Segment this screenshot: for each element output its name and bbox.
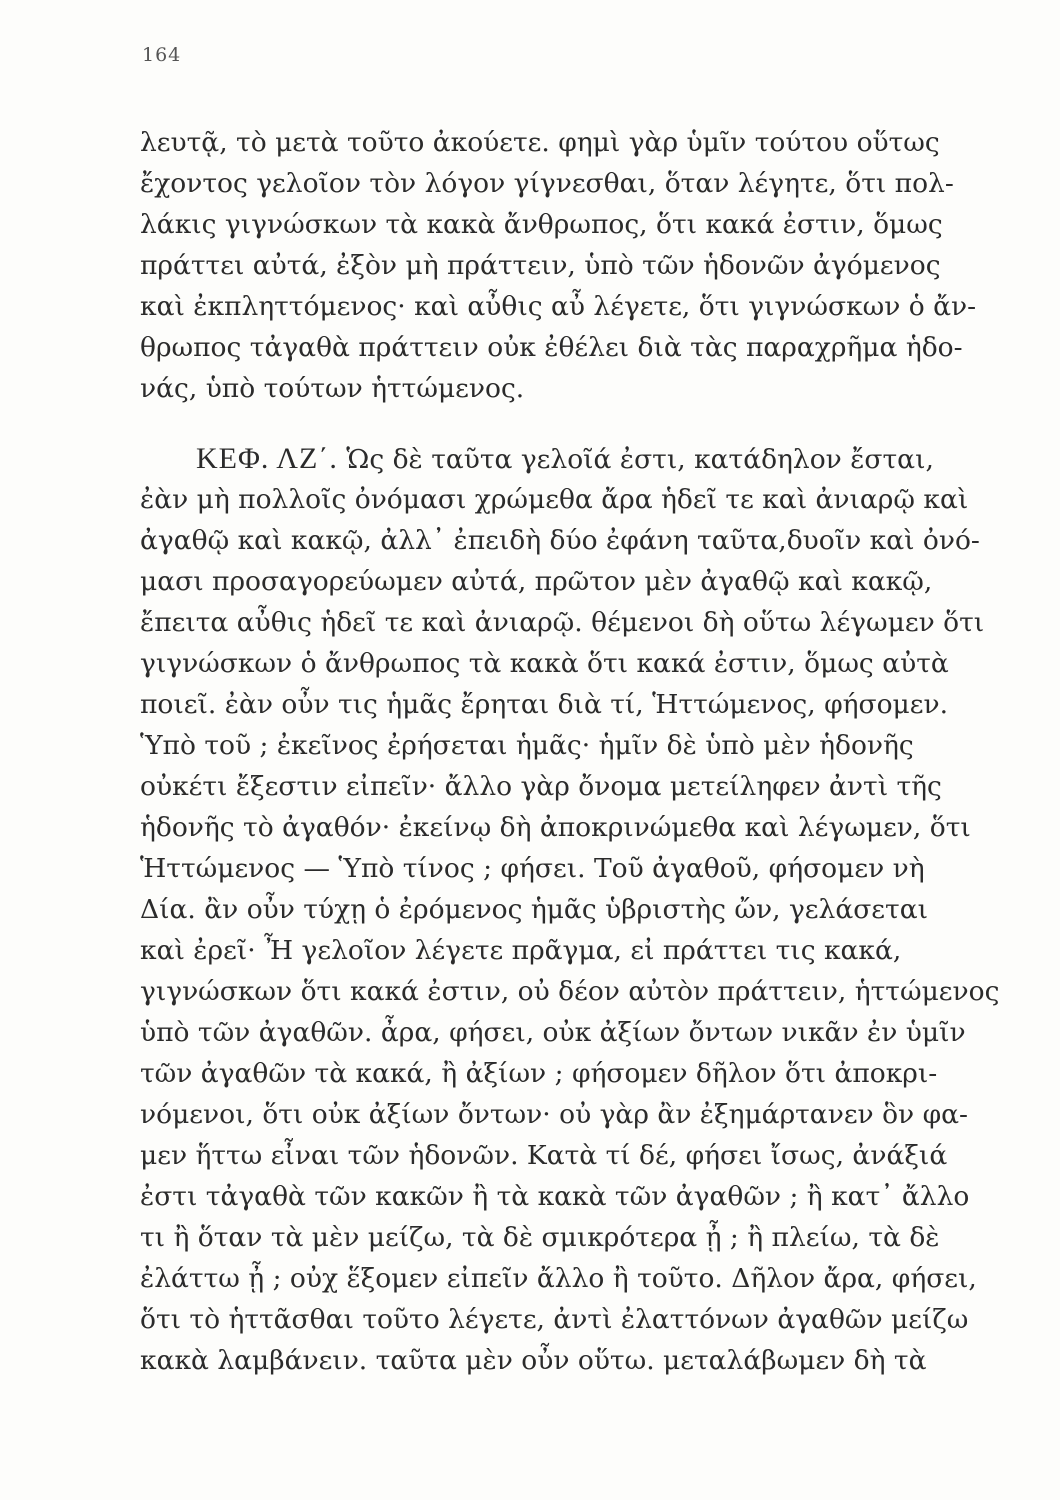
text-line: λάκις γιγνώσκων τὰ κακὰ ἄνθρωπος, ὅτι κακά ἐστιν, ὅμως <box>140 209 943 240</box>
text-line: καὶ ἐρεῖ· Ἦ γελοῖον λέγετε πρᾶγμα, εἰ πράττει τις κακά, <box>140 935 902 966</box>
page-number: 164 <box>142 44 182 66</box>
text-line: Ἡττώμενος — Ὑπὸ τίνος ; φήσει. Τοῦ ἀγαθοῦ, φήσομεν νὴ <box>140 853 925 884</box>
text-line: κακὰ λαμβάνειν. ταῦτα μὲν οὖν οὕτω. μεταλάβωμεν δὴ τὰ <box>140 1345 927 1376</box>
text-line: Ὑπὸ τοῦ ; ἐκεῖνος ἐρήσεται ἡμᾶς· ἡμῖν δὲ ὑπὸ μὲν ἡδονῆς <box>140 730 914 761</box>
paragraph-1 <box>140 122 1010 409</box>
text-line: νάς, ὑπὸ τούτων ἡττώμενος. <box>140 373 525 404</box>
text-line: ἀγαθῷ καὶ κακῷ, ἀλλ᾽ ἐπειδὴ δύο ἐφάνη ταῦτα,δυοῖν καὶ ὀνό- <box>140 525 980 556</box>
text-line: ποιεῖ. ἐὰν οὖν τις ἡμᾶς ἔρηται διὰ τί, Ἡττώμενος, φήσομεν. <box>140 689 949 720</box>
text-line: ὅτι τὸ ἡττᾶσθαι τοῦτο λέγετε, ἀντὶ ἐλαττόνων ἀγαθῶν μείζω <box>140 1304 969 1335</box>
text-line: γιγνώσκων ὅτι κακά ἐστιν, οὐ δέον αὐτὸν πράττειν, ἡττώμενος <box>140 976 1000 1007</box>
text-line: λευτᾷ, τὸ μετὰ τοῦτο ἀκούετε. φημὶ γὰρ ὑμῖν τούτου οὕτως <box>140 127 940 158</box>
text-line: γιγνώσκων ὁ ἄνθρωπος τὰ κακὰ ὅτι κακά ἐστιν, ὅμως αὐτὰ <box>140 648 949 679</box>
chapter-heading: ΚΕΦ. ΛΖ΄. <box>196 442 338 475</box>
text-line: ἔπειτα αὖθις ἡδεῖ τε καὶ ἀνιαρῷ. θέμενοι δὴ οὕτω λέγωμεν ὅτι <box>140 607 985 638</box>
text-line: καὶ ἐκπληττόμενος· καὶ αὖθις αὖ λέγετε, ὅτι γιγνώσκων ὁ ἄν- <box>140 291 977 322</box>
text-line: Δία. ἂν οὖν τύχῃ ὁ ἐρόμενος ἡμᾶς ὑβριστὴς ὤν, γελάσεται <box>140 894 928 925</box>
chapter-first-line-text: Ὡς δὲ ταῦτα γελοῖά ἐστι, κατάδηλον ἔσται, <box>346 444 934 475</box>
text-line: τῶν ἀγαθῶν τὰ κακά, ἢ ἀξίων ; φήσομεν δῆλον ὅτι ἀποκρι- <box>140 1058 938 1089</box>
text-line: ἐστι τἀγαθὰ τῶν κακῶν ἢ τὰ κακὰ τῶν ἀγαθῶν ; ἢ κατ᾽ ἄλλο <box>140 1181 970 1212</box>
text-line: θρωπος τἀγαθὰ πράττειν οὐκ ἐθέλει διὰ τὰς παραχρῆμα ἡδο- <box>140 332 963 363</box>
text-line: πράττει αὐτά, ἐξὸν μὴ πράττειν, ὑπὸ τῶν ἡδονῶν ἀγόμενος <box>140 250 941 281</box>
text-line: μεν ἥττω εἶναι τῶν ἡδονῶν. Κατὰ τί δέ, φήσει ἴσως, ἀνάξιά <box>140 1140 948 1171</box>
text-line: νόμενοι, ὅτι οὐκ ἀξίων ὄντων· οὐ γὰρ ἂν ἐξημάρτανεν ὃν φα- <box>140 1099 968 1130</box>
text-line: ἐλάττω ᾖ ; οὐχ ἕξομεν εἰπεῖν ἄλλο ἢ τοῦτο. Δῆλον ἄρα, φήσει, <box>140 1263 977 1294</box>
text-line: ὑπὸ τῶν ἀγαθῶν. ἆρα, φήσει, οὐκ ἀξίων ὄντων νικᾶν ἐν ὑμῖν <box>140 1017 966 1048</box>
text-line: ἐὰν μὴ πολλοῖς ὀνόμασι χρώμεθα ἄρα ἡδεῖ τε καὶ ἀνιαρῷ καὶ <box>140 484 969 515</box>
text-line: ἡδονῆς τὸ ἀγαθόν· ἐκείνῳ δὴ ἀποκρινώμεθα καὶ λέγωμεν, ὅτι <box>140 812 971 843</box>
chapter-first-line <box>140 438 1010 479</box>
paragraph-2 <box>140 438 1010 1381</box>
text-line: τι ἢ ὅταν τὰ μὲν μείζω, τὰ δὲ σμικρότερα ᾖ ; ἢ πλείω, τὰ δὲ <box>140 1222 940 1253</box>
text-line: ἔχοντος γελοῖον τὸν λόγον γίγνεσθαι, ὅταν λέγητε, ὅτι πολ- <box>140 168 954 199</box>
text-line: οὐκέτι ἔξεστιν εἰπεῖν· ἄλλο γὰρ ὄνομα μετείληφεν ἀντὶ τῆς <box>140 771 942 802</box>
text-line: μασι προσαγορεύωμεν αὐτά, πρῶτον μὲν ἀγαθῷ καὶ κακῷ, <box>140 566 933 597</box>
